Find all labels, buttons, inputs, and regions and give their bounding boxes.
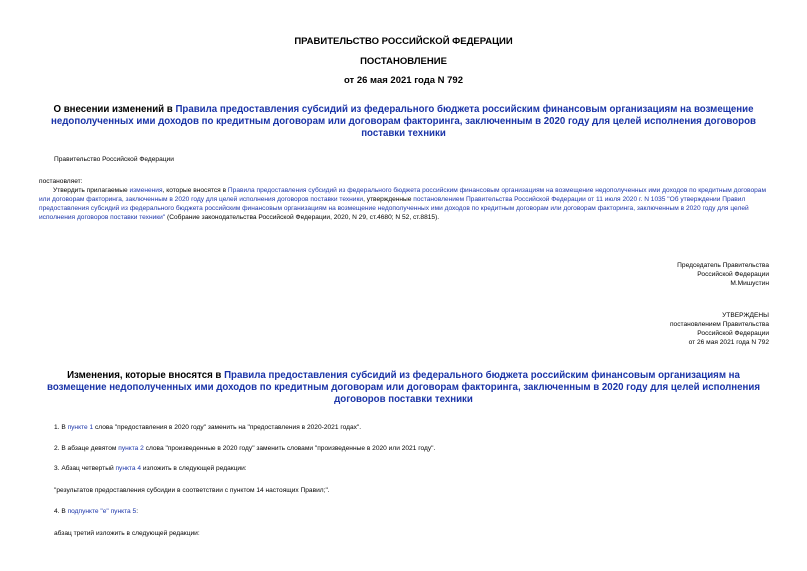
approved-block xyxy=(670,311,769,347)
paragraph-1 xyxy=(39,186,769,222)
approved-line-4: от 26 мая 2021 года N 792 xyxy=(688,339,769,346)
para1-text-2: , которые вносятся в xyxy=(162,187,228,194)
item-1-text-2: слова "предоставления в 2020 году" заменить на "предоставления в 2020-2021 годах". xyxy=(93,424,362,431)
item-4-subtext: абзац третий изложить в следующей редакции: xyxy=(54,530,200,537)
approved-line-3: Российской Федерации xyxy=(697,330,769,337)
decree-word: постановляет: xyxy=(39,178,83,185)
document-title xyxy=(46,104,761,140)
item-1 xyxy=(54,423,361,432)
item-3-text-2: изложить в следующей редакции: xyxy=(141,465,247,472)
signature-name: М.Мишустин xyxy=(730,280,769,287)
rules-link-2[interactable]: Правила предоставления субсидий из федерального бюджета российским финансовым организациям на возмещение недополученных ими доходов по кредитным договорам или договорам факторинга, заключенным в 2020 году для целей исполнения договоров поставки техники xyxy=(39,187,767,203)
changes-title xyxy=(36,370,771,406)
point-4-link[interactable]: пункта 4 xyxy=(115,465,142,472)
rules-link[interactable]: Правила предоставления субсидий из федерального бюджета российским финансовым организациям на возмещение недополученных ими доходов по кредитным договорам или договорам факторинга, заключенным в 2020 году для целей исполнения договоров поставки техники xyxy=(51,104,756,139)
para1-text-1: Утвердить прилагаемые xyxy=(53,187,130,194)
point-2-link[interactable]: пункта 2 xyxy=(118,445,144,452)
item-4-text-1: 4. В xyxy=(54,508,68,515)
rules-link-3[interactable]: Правила предоставления субсидий из федерального бюджета российским финансовым организациям на возмещение недополученных ими доходов по кредитным договорам или договорам факторинга, заключенным в 2020 году для целей исполнения договоров поставки техники xyxy=(47,370,760,405)
title-prefix: О внесении изменений в xyxy=(53,104,176,115)
document-type: ПОСТАНОВЛЕНИЕ xyxy=(360,56,447,67)
changes-title-prefix: Изменения, которые вносятся в xyxy=(67,370,225,381)
signature-block xyxy=(677,261,769,288)
signature-line-1: Председатель Правительства xyxy=(677,262,769,269)
item-2 xyxy=(54,444,435,453)
government-heading: ПРАВИТЕЛЬСТВО РОССИЙСКОЙ ФЕДЕРАЦИИ xyxy=(294,36,513,47)
item-3-text-1: 3. Абзац четвертый xyxy=(54,465,116,472)
changes-link[interactable]: изменения xyxy=(129,187,163,194)
para1-text-4: (Собрание законодательства Российской Федерации, 2020, N 29, ст.4680; N 52, ст.8815). xyxy=(165,214,440,221)
point-1-link[interactable]: пункте 1 xyxy=(67,424,94,431)
para1-text-3: , утвержденные xyxy=(363,196,414,203)
resolution-link[interactable]: постановлением Правительства Российской Федерации от 11 июля 2020 г. N 1035 "Об утверждении Правил предоставления субсидий из федерального бюджета российским финансовым организациям на возмещение недополученных ими доходов по кредитным договорам или договорам факторинга, заключенным в 2020 году для целей исполнения договоров поставки техники" xyxy=(39,196,749,221)
document-date-number: от 26 мая 2021 года N 792 xyxy=(343,75,464,86)
item-2-text-2: слова "произведенные в 2020 году" заменить словами "произведенные в 2020 или 2021 году". xyxy=(143,445,436,452)
item-3-quote: "результатов предоставления субсидии в соответствии с пунктом 14 настоящих Правил;". xyxy=(54,487,330,494)
item-4 xyxy=(54,507,138,516)
item-2-text-1: 2. В абзаце девятом xyxy=(54,445,119,452)
approved-line-2: постановлением Правительства xyxy=(669,321,769,328)
item-1-text-1: 1. В xyxy=(54,424,68,431)
government-line: Правительство Российской Федерации xyxy=(54,156,174,163)
item-3 xyxy=(54,464,247,473)
subpoint-e-point-5-link[interactable]: подпункте "е" пункта 5 xyxy=(67,508,137,515)
item-4-text-2: : xyxy=(136,508,139,515)
signature-line-2: Российской Федерации xyxy=(697,271,769,278)
approved-line-1: УТВЕРЖДЕНЫ xyxy=(722,312,769,319)
